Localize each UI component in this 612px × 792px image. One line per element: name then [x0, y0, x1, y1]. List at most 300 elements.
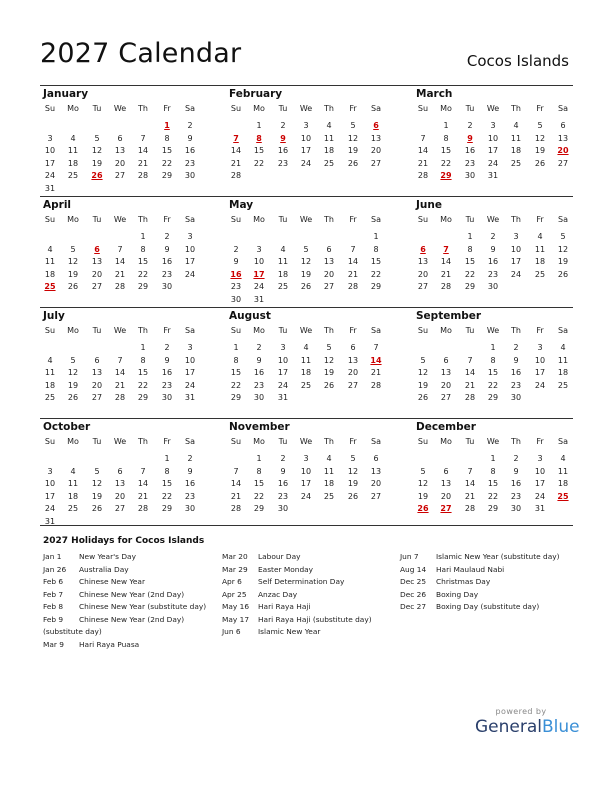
calendar-day: 21 — [137, 158, 149, 168]
calendar-day: 14 — [137, 146, 149, 155]
calendar-day: 5 — [326, 343, 332, 352]
calendar-day: 1 — [490, 454, 496, 463]
weekday-label: Sa — [185, 215, 195, 224]
calendar-day: 30 — [161, 282, 173, 291]
holiday-day: 7 — [443, 244, 449, 254]
calendar-day: 11 — [44, 257, 56, 266]
calendar-day: 22 — [137, 380, 149, 390]
calendar-day: 24 — [44, 171, 56, 180]
calendar-day: 12 — [323, 355, 335, 365]
calendar-day: 21 — [464, 491, 476, 501]
calendar-day: 18 — [323, 479, 335, 488]
calendar-day: 1 — [490, 343, 496, 352]
weekday-label: Mo — [67, 215, 79, 224]
calendar-day: 16 — [487, 257, 499, 266]
calendar-day: 25 — [323, 491, 335, 501]
calendar-day: 10 — [510, 244, 522, 254]
calendar-day: 17 — [44, 158, 56, 168]
calendar-day: 2 — [187, 454, 193, 463]
calendar-day: 20 — [347, 368, 359, 377]
weekday-label: Th — [138, 437, 148, 446]
calendar-day: 12 — [347, 466, 359, 476]
calendar-day: 9 — [164, 244, 170, 254]
brand-name — [475, 717, 580, 737]
calendar-day: 20 — [91, 269, 103, 279]
weekday-label: Tu — [465, 326, 475, 335]
calendar-day: 9 — [164, 355, 170, 365]
calendar-day: 17 — [487, 146, 499, 155]
holiday-date: Jun 7 — [400, 552, 419, 561]
weekday-label: Su — [44, 326, 56, 335]
calendar-day: 21 — [464, 380, 476, 390]
weekday-label: Tu — [92, 215, 102, 224]
weekday-label: Fr — [536, 104, 544, 113]
calendar-day: 26 — [347, 158, 359, 168]
holiday-date: May 16 — [222, 602, 250, 611]
calendar-day: 12 — [67, 368, 79, 377]
calendar-day: 28 — [230, 171, 242, 180]
holiday-name: Hari Raya Puasa — [79, 639, 140, 649]
calendar-day: 18 — [510, 146, 522, 155]
holiday-name: Chinese New Year (2nd Day) — [79, 589, 185, 599]
month-name: June — [416, 199, 442, 211]
holiday-date: Mar 29 — [222, 564, 248, 574]
calendar-day: 12 — [417, 368, 429, 377]
calendar-day: 5 — [560, 232, 566, 241]
calendar-day: 19 — [417, 380, 429, 390]
calendar-day: 25 — [67, 171, 79, 180]
calendar-day: 4 — [326, 454, 332, 463]
month-january — [40, 86, 200, 196]
calendar-day: 3 — [280, 343, 286, 352]
calendar-day: 28 — [114, 282, 126, 291]
calendar-day: 10 — [184, 355, 196, 365]
calendar-day: 4 — [47, 244, 53, 254]
calendar-day: 11 — [277, 257, 289, 266]
brand-name-part2: Blue — [542, 717, 580, 737]
calendar-day: 13 — [557, 133, 569, 143]
holiday-date: Jan 26 — [43, 564, 67, 574]
calendar-day: 9 — [187, 133, 193, 143]
calendar-day: 13 — [91, 257, 103, 266]
calendar-day: 18 — [44, 269, 56, 279]
weekday-label: Sa — [371, 104, 381, 113]
calendar-day: 4 — [326, 121, 332, 130]
calendar-day: 15 — [161, 146, 173, 155]
calendar-day: 9 — [256, 355, 262, 365]
weekday-label: Th — [511, 215, 521, 224]
calendar-day: 18 — [323, 146, 335, 155]
calendar-day: 15 — [230, 368, 242, 377]
calendar-day: 18 — [300, 368, 312, 377]
calendar-day: 15 — [137, 368, 149, 377]
calendar-day: 29 — [253, 504, 265, 513]
holiday-day: 16 — [230, 269, 242, 279]
calendar-day: 23 — [230, 282, 242, 291]
month-may — [226, 197, 386, 307]
calendar-day: 20 — [370, 146, 382, 155]
page-title: 2027 Calendar — [40, 38, 242, 69]
holiday-name: Hari Raya Haji (substitute day) — [258, 614, 372, 624]
calendar-day: 24 — [253, 282, 265, 291]
calendar-day: 25 — [510, 158, 522, 168]
weekday-label: Th — [324, 215, 334, 224]
calendar-day: 28 — [230, 504, 242, 513]
month-row — [40, 85, 573, 196]
calendar-day: 31 — [534, 504, 546, 513]
calendar-day: 1 — [373, 232, 379, 241]
holiday-date: Mar 9 — [43, 639, 64, 649]
weekday-label: Su — [417, 326, 429, 335]
calendar-day: 22 — [464, 269, 476, 279]
holiday-date: Feb 7 — [43, 589, 64, 599]
calendar-day: 10 — [534, 466, 546, 476]
calendar-day: 5 — [70, 355, 76, 365]
calendar-day: 6 — [560, 121, 566, 130]
calendar-day: 7 — [373, 343, 379, 352]
calendar-day: 13 — [440, 368, 452, 377]
calendar-day: 26 — [557, 269, 569, 279]
calendar-day: 28 — [464, 393, 476, 402]
calendar-day: 11 — [67, 479, 79, 488]
calendar-day: 9 — [187, 466, 193, 476]
calendar-day: 26 — [67, 393, 79, 402]
calendar-day: 19 — [347, 146, 359, 155]
holiday-day: 6 — [420, 244, 426, 254]
holiday-date: Feb 8 — [43, 602, 64, 611]
holiday-date: Mar 20 — [222, 552, 248, 561]
calendar-day: 8 — [256, 466, 262, 476]
calendar-day: 29 — [487, 504, 499, 513]
weekday-label: Mo — [253, 215, 265, 224]
calendar-day: 30 — [510, 393, 522, 402]
weekday-label: Fr — [536, 326, 544, 335]
calendar-day: 23 — [253, 380, 265, 390]
calendar-day: 27 — [347, 380, 359, 390]
weekday-label: We — [113, 215, 127, 224]
holiday-day: 7 — [233, 133, 239, 143]
calendar-day: 30 — [487, 282, 499, 291]
calendar-day: 11 — [557, 466, 569, 476]
calendar-day: 16 — [510, 479, 522, 488]
weekday-label: Su — [230, 215, 242, 224]
holiday-name: Hari Maulaud Nabi — [436, 564, 505, 574]
calendar-day: 29 — [137, 393, 149, 402]
calendar-day: 14 — [440, 257, 452, 266]
calendar-day: 8 — [164, 133, 170, 143]
weekday-label: We — [486, 326, 500, 335]
calendar-day: 11 — [44, 368, 56, 377]
calendar-day: 1 — [164, 454, 170, 463]
calendar-day: 16 — [277, 479, 289, 488]
calendar-day: 16 — [184, 146, 196, 155]
calendar-day: 1 — [256, 121, 262, 130]
calendar-day: 16 — [161, 257, 173, 266]
holiday-date: Dec 26 — [400, 589, 427, 599]
calendar-day: 24 — [300, 491, 312, 501]
weekday-label: We — [113, 104, 127, 113]
calendar-day: 7 — [117, 244, 123, 254]
weekday-label: Su — [417, 104, 429, 113]
weekday-label: Tu — [278, 215, 288, 224]
calendar-day: 27 — [440, 393, 452, 402]
calendar-day: 29 — [464, 282, 476, 291]
weekday-label: Th — [138, 215, 148, 224]
weekday-label: Fr — [536, 215, 544, 224]
calendar-day: 26 — [323, 380, 335, 390]
calendar-day: 15 — [464, 257, 476, 266]
calendar-day: 24 — [44, 504, 56, 513]
calendar-day: 1 — [233, 343, 239, 352]
calendar-day: 29 — [370, 282, 382, 291]
calendar-day: 19 — [300, 269, 312, 279]
calendar-day: 23 — [510, 491, 522, 501]
calendar-day: 14 — [114, 257, 126, 266]
calendar-day: 5 — [303, 244, 309, 254]
calendar-day: 10 — [487, 133, 499, 143]
calendar-day: 26 — [347, 491, 359, 501]
calendar-day: 19 — [417, 491, 429, 501]
calendar-day: 28 — [347, 282, 359, 291]
weekday-label: We — [299, 215, 313, 224]
calendar-day: 21 — [440, 269, 452, 279]
weekday-label: We — [299, 104, 313, 113]
holiday-day: 1 — [164, 121, 170, 130]
holiday-day: 26 — [417, 504, 429, 513]
weekday-label: Fr — [349, 437, 357, 446]
weekday-label: Tu — [92, 104, 102, 113]
holiday-date: Apr 25 — [222, 589, 247, 599]
calendar-day: 14 — [230, 146, 242, 155]
weekday-label: Sa — [185, 437, 195, 446]
country-name: Cocos Islands — [466, 52, 569, 70]
calendar-day: 21 — [417, 158, 429, 168]
calendar-day: 27 — [114, 504, 126, 513]
calendar-day: 23 — [277, 158, 289, 168]
calendar-day: 6 — [443, 355, 449, 365]
calendar-day: 26 — [534, 158, 546, 168]
weekday-label: We — [113, 326, 127, 335]
calendar-day: 25 — [277, 282, 289, 291]
calendar-day: 19 — [557, 257, 569, 266]
calendar-day: 24 — [184, 380, 196, 390]
holiday-name: Chinese New Year (2nd Day) — [79, 614, 185, 624]
calendar-day: 5 — [94, 466, 100, 476]
calendar-day: 2 — [280, 454, 286, 463]
calendar-day: 18 — [277, 269, 289, 279]
month-december — [413, 419, 573, 529]
holiday-date: Feb 6 — [43, 577, 64, 586]
calendar-day: 30 — [184, 504, 196, 513]
weekday-label: Sa — [371, 437, 381, 446]
calendar-day: 28 — [114, 393, 126, 402]
calendar-day: 8 — [467, 244, 473, 254]
calendar-day: 7 — [420, 133, 426, 143]
calendar-day: 17 — [300, 479, 312, 488]
calendar-day: 15 — [161, 479, 173, 488]
holiday-day: 14 — [370, 355, 382, 365]
weekday-label: Th — [511, 437, 521, 446]
calendar-day: 15 — [137, 257, 149, 266]
calendar-day: 11 — [534, 244, 546, 254]
weekday-label: Mo — [67, 326, 79, 335]
calendar-day: 15 — [370, 257, 382, 266]
calendar-day: 3 — [490, 121, 496, 130]
calendar-day: 2 — [467, 121, 473, 130]
calendar-day: 10 — [184, 244, 196, 254]
calendar-day: 18 — [67, 158, 79, 168]
calendar-day: 19 — [347, 479, 359, 488]
calendar-day: 4 — [537, 232, 543, 241]
weekday-label: Tu — [92, 326, 102, 335]
calendar-day: 27 — [323, 282, 335, 291]
calendar-day: 3 — [187, 232, 193, 241]
calendar-day: 2 — [256, 343, 262, 352]
month-name: January — [43, 88, 89, 100]
weekday-label: Fr — [163, 215, 171, 224]
calendar-day: 20 — [91, 380, 103, 390]
calendar-day: 24 — [487, 158, 499, 168]
calendar-day: 8 — [233, 355, 239, 365]
calendar-day: 17 — [534, 368, 546, 377]
calendar-day: 28 — [137, 504, 149, 513]
holiday-day: 25 — [44, 282, 56, 291]
holiday-day: 9 — [280, 133, 286, 143]
calendar-day: 1 — [140, 232, 146, 241]
weekday-label: Mo — [440, 104, 452, 113]
calendar-day: 12 — [557, 244, 569, 254]
calendar-day: 5 — [94, 133, 100, 143]
calendar-day: 13 — [91, 368, 103, 377]
calendar-day: 17 — [277, 368, 289, 377]
calendar-day: 23 — [510, 380, 522, 390]
calendar-day: 13 — [440, 479, 452, 488]
month-july — [40, 308, 200, 418]
calendar-day: 28 — [370, 380, 382, 390]
calendar-day: 18 — [44, 380, 56, 390]
calendar-day: 6 — [326, 244, 332, 254]
calendar-day: 23 — [161, 269, 173, 279]
calendar-day: 5 — [350, 454, 356, 463]
holiday-name: Christmas Day — [436, 577, 491, 586]
weekday-label: Mo — [67, 104, 79, 113]
calendar-day: 3 — [537, 454, 543, 463]
month-name: October — [43, 421, 91, 433]
holiday-day: 17 — [253, 269, 265, 279]
calendar-day: 17 — [44, 491, 56, 501]
calendar-day: 2 — [513, 454, 519, 463]
calendar-day: 30 — [184, 171, 196, 180]
calendar-day: 4 — [47, 355, 53, 365]
month-august — [226, 308, 386, 418]
calendar-day: 30 — [277, 504, 289, 513]
holiday-date: Jan 1 — [43, 552, 62, 561]
calendar-day: 25 — [300, 380, 312, 390]
calendar-day: 14 — [464, 368, 476, 377]
month-march — [413, 86, 573, 196]
calendar-day: 13 — [370, 466, 382, 476]
calendar-day: 2 — [164, 343, 170, 352]
calendar-day: 12 — [67, 257, 79, 266]
calendar-day: 12 — [91, 146, 103, 155]
calendar-day: 18 — [534, 257, 546, 266]
holiday-name: Hari Raya Haji — [258, 602, 311, 611]
calendar-day: 3 — [303, 454, 309, 463]
calendar-day: 19 — [67, 269, 79, 279]
weekday-label: Tu — [278, 437, 288, 446]
calendar-day: 19 — [323, 368, 335, 377]
weekday-label: Fr — [163, 326, 171, 335]
weekday-label: Mo — [253, 437, 265, 446]
holiday-name: Self Determination Day — [258, 577, 345, 586]
calendar-day: 5 — [420, 466, 426, 476]
calendar-day: 26 — [300, 282, 312, 291]
month-name: April — [43, 199, 72, 211]
weekday-label: Su — [44, 437, 56, 446]
month-name: July — [43, 310, 65, 322]
month-row — [40, 307, 573, 418]
calendar-day: 24 — [277, 380, 289, 390]
month-name: February — [229, 88, 283, 100]
calendar-day: 14 — [114, 368, 126, 377]
calendar-day: 1 — [140, 343, 146, 352]
calendar-day: 14 — [137, 479, 149, 488]
holiday-name: Boxing Day — [436, 589, 479, 599]
weekday-label: Fr — [349, 104, 357, 113]
calendar-day: 13 — [417, 257, 429, 266]
calendar-day: 18 — [557, 479, 569, 488]
weekday-label: Sa — [185, 104, 195, 113]
calendar-day: 17 — [184, 257, 196, 266]
brand-name-part1: General — [475, 717, 542, 737]
calendar-day: 7 — [233, 466, 239, 476]
calendar-day: 8 — [164, 466, 170, 476]
calendar-day: 5 — [70, 244, 76, 254]
weekday-label: Th — [138, 326, 148, 335]
weekday-label: Su — [417, 437, 429, 446]
weekday-label: Sa — [558, 215, 568, 224]
calendar-day: 23 — [464, 158, 476, 168]
holiday-name-continued: (substitute day) — [43, 627, 102, 636]
calendar-day: 11 — [323, 133, 335, 143]
calendar-day: 27 — [91, 393, 103, 402]
calendar-day: 21 — [370, 368, 382, 377]
weekday-label: Sa — [558, 104, 568, 113]
calendar-day: 27 — [370, 491, 382, 501]
calendar-day: 3 — [303, 121, 309, 130]
holiday-name: Anzac Day — [258, 589, 298, 599]
calendar-day: 4 — [70, 133, 76, 143]
calendar-day: 6 — [350, 343, 356, 352]
calendar-day: 31 — [277, 393, 289, 402]
calendar-day: 2 — [280, 121, 286, 130]
weekday-label: Mo — [440, 215, 452, 224]
calendar-day: 16 — [464, 146, 476, 155]
weekday-label: Su — [230, 326, 242, 335]
calendar-day: 31 — [487, 171, 499, 180]
month-june — [413, 197, 573, 307]
weekday-label: Fr — [536, 437, 544, 446]
holiday-day: 25 — [557, 491, 569, 501]
holiday-name: Labour Day — [258, 552, 301, 561]
calendar-day: 4 — [513, 121, 519, 130]
weekday-label: Mo — [67, 437, 79, 446]
holidays-title: 2027 Holidays for Cocos Islands — [43, 536, 205, 546]
calendar-day: 4 — [70, 466, 76, 476]
calendar-day: 29 — [161, 171, 173, 180]
calendar-day: 11 — [510, 133, 522, 143]
calendar-day: 23 — [184, 491, 196, 501]
